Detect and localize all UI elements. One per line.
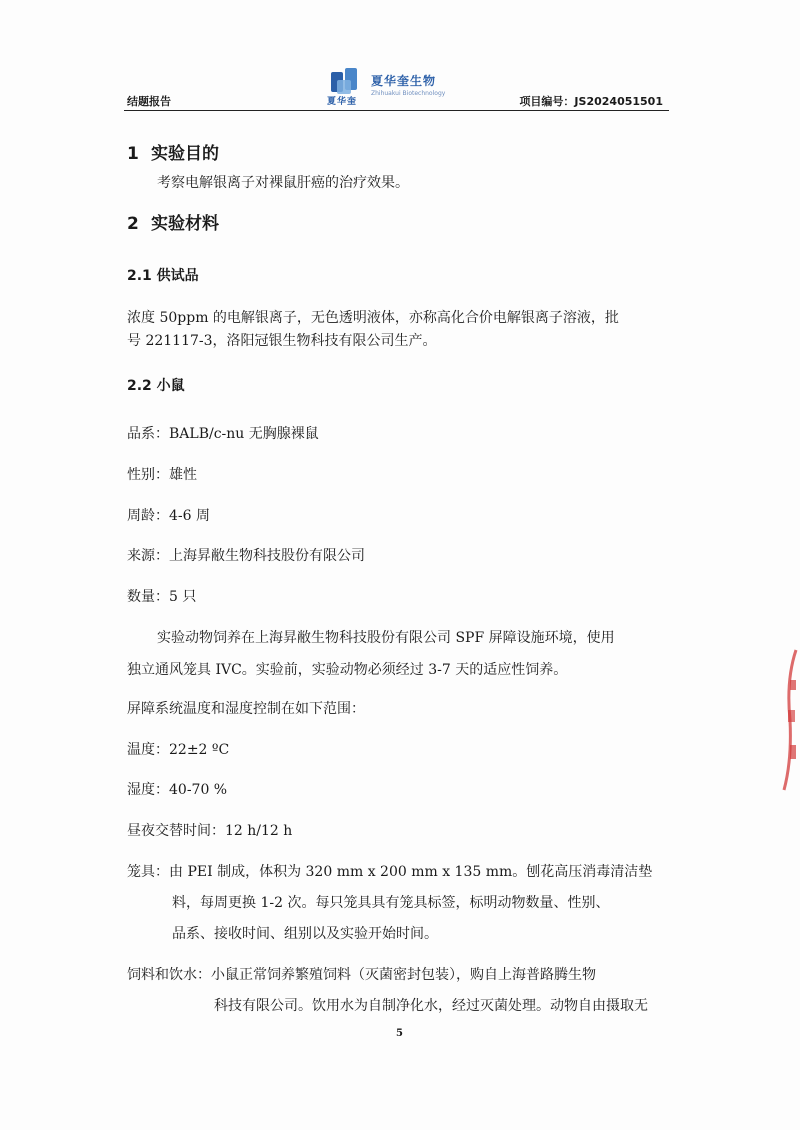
header-divider xyxy=(124,110,669,111)
section-2-2-heading: 2.2 小鼠 xyxy=(127,378,185,394)
section-1-title: 实验目的 xyxy=(151,144,219,164)
feed-line-1: 饲料和饮水：小鼠正常饲养繁殖饲料（灭菌密封包装），购自上海普路腾生物 xyxy=(127,967,596,983)
test-article-line-2: 号 221117-3，洛阳冠银生物科技有限公司生产。 xyxy=(127,333,437,349)
seal-stamp-icon xyxy=(776,640,800,800)
housing-paragraph-line-2: 独立通风笼具 IVC。实验前，实验动物必须经过 3-7 天的适应性饲养。 xyxy=(127,662,568,678)
report-type-label: 结题报告 xyxy=(127,95,171,108)
section-1-number: 1 xyxy=(127,144,139,164)
source-field: 来源：上海昇敝生物科技股份有限公司 xyxy=(127,548,365,564)
logo-english-name: Zhihuakui Biotechnology xyxy=(371,90,446,97)
section-2-1-heading: 2.1 供试品 xyxy=(127,268,199,284)
sex-field: 性别：雄性 xyxy=(127,467,197,483)
cage-line-2: 料，每周更换 1-2 次。每只笼具具有笼具标签，标明动物数量、性别、 xyxy=(172,895,610,911)
logo-calligraphy-text: 夏华奎 xyxy=(327,97,358,107)
humidity-field: 湿度：40-70 % xyxy=(127,782,228,798)
section-2-number: 2 xyxy=(127,214,139,234)
section-1-text: 考察电解银离子对裸鼠肝癌的治疗效果。 xyxy=(157,175,409,191)
strain-field: 品系：BALB/c-nu 无胸腺裸鼠 xyxy=(127,426,319,442)
cage-line-3: 品系、接收时间、组别以及实验开始时间。 xyxy=(172,926,438,942)
page-number: 5 xyxy=(396,1028,403,1039)
barrier-intro: 屏障系统温度和湿度控制在如下范围： xyxy=(127,701,365,717)
cage-line-1: 笼具：由 PEI 制成，体积为 320 mm x 200 mm x 135 mm。刨花高压消毒清洁垫 xyxy=(127,864,653,880)
company-logo xyxy=(327,66,457,106)
housing-paragraph-line-1: 实验动物饲养在上海昇敝生物科技股份有限公司 SPF 屏障设施环境，使用 xyxy=(157,630,615,646)
feed-line-2: 科技有限公司。饮用水为自制净化水，经过灭菌处理。动物自由摄取无 xyxy=(214,998,648,1014)
logo-company-name: 夏华奎生物 xyxy=(371,74,437,88)
project-number: 项目编号：JS2024051501 xyxy=(519,95,663,108)
temperature-field: 温度：22±2 ºC xyxy=(127,742,230,758)
section-1-heading xyxy=(127,139,219,164)
section-2-title: 实验材料 xyxy=(151,214,219,234)
age-field: 周龄：4-6 周 xyxy=(127,508,210,524)
test-article-line-1: 浓度 50ppm 的电解银离子，无色透明液体，亦称高化合价电解银离子溶液，批 xyxy=(127,310,619,326)
count-field: 数量：5 只 xyxy=(127,589,197,605)
section-2-heading xyxy=(127,209,219,234)
light-cycle-field: 昼夜交替时间：12 h/12 h xyxy=(127,823,293,839)
